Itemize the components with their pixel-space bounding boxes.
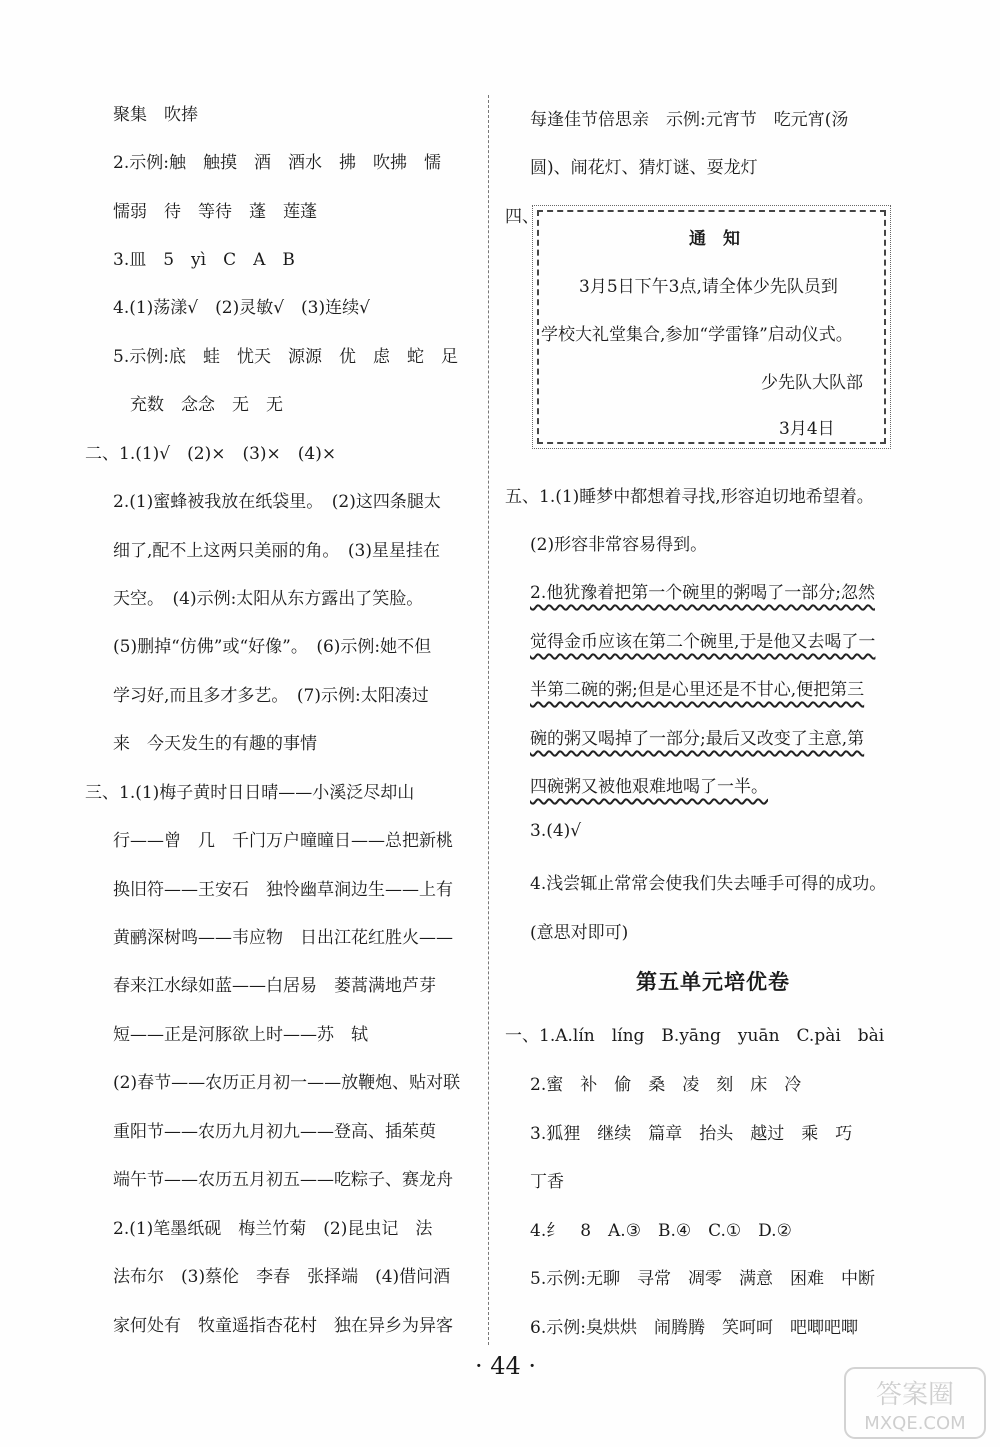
underlined-line: 2.他犹豫着把第一个碗里的粥喝了一部分;忽然 — [530, 583, 875, 603]
notice-signature: 少先队大队部 — [761, 373, 863, 393]
text-line: 来 今天发生的有趣的事情 — [113, 734, 317, 754]
underlined-line: 觉得金币应该在第二个碗里,于是他又去喝了一 — [530, 632, 876, 652]
watermark-top: 答案圈 — [875, 1380, 955, 1410]
text-line: 春来江水绿如蓝——白居易 蒌蒿满地芦芽 — [113, 976, 436, 996]
text-line: 家何处有 牧童遥指杏花村 独在异乡为异客 — [113, 1316, 453, 1336]
text-line: 重阳节——农历九月初九——登高、插茱萸 — [113, 1122, 436, 1142]
text-line: (2)形容非常容易得到。 — [530, 535, 708, 555]
section-two-heading: 二、1.(1)√ (2)× (3)× (4)× — [85, 444, 337, 464]
section-three-heading: 三、1.(1)梅子黄时日日晴——小溪泛尽却山 — [85, 783, 415, 803]
text-line: 细了,配不上这两只美丽的角。 (3)星星挂在 — [113, 541, 440, 561]
text-line: (5)删掉“仿佛”或“好像”。 (6)示例:她不但 — [113, 637, 432, 657]
text-line: 5.示例:无聊 寻常 凋零 满意 困难 中断 — [530, 1269, 875, 1289]
text-line: 6.示例:臭烘烘 闹腾腾 笑呵呵 吧唧吧唧 — [530, 1318, 858, 1338]
text-line: 每逢佳节倍思亲 示例:元宵节 吃元宵(汤 — [530, 110, 849, 130]
text-line: 4.(1)荡漾√ (2)灵敏√ (3)连续√ — [113, 298, 370, 318]
watermark-logo-icon — [844, 1367, 986, 1439]
section-five-heading: 五、1.(1)睡梦中都想着寻找,形容迫切地希望着。 — [505, 487, 874, 507]
page-number: · 44 · — [475, 1352, 537, 1380]
text-line: 圆)、闹花灯、猜灯谜、耍龙灯 — [530, 158, 758, 178]
text-line: 5.示例:底 蛙 忧天 源源 优 虑 蛇 足 — [113, 347, 458, 367]
text-line: 4.浅尝辄止常常会使我们失去唾手可得的成功。 — [530, 874, 887, 894]
text-line: 2.(1)蜜蜂被我放在纸袋里。 (2)这四条腿太 — [113, 492, 441, 512]
text-line: 2.(1)笔墨纸砚 梅兰竹菊 (2)昆虫记 法 — [113, 1219, 433, 1239]
text-line: 黄鹂深树鸣——韦应物 日出江花红胜火—— — [113, 928, 453, 948]
text-line: 3.狐狸 继续 篇章 抬头 越过 乘 巧 — [530, 1124, 853, 1144]
text-line: 短——正是河豚欲上时——苏 轼 — [113, 1025, 368, 1045]
text-line: 2.蜜 补 偷 桑 凌 刻 床 冷 — [530, 1075, 802, 1095]
notice-body-line: 3月5日下午3点,请全体少先队员到 — [579, 277, 838, 297]
text-line: 2.示例:触 触摸 酒 酒水 拂 吹拂 懦 — [113, 153, 441, 173]
text-line: 换旧符——王安石 独怜幽草涧边生——上有 — [113, 880, 453, 900]
text-line: (意思对即可) — [530, 923, 629, 943]
notice-title: 通 知 — [689, 229, 740, 249]
text-line: 4.纟 8 A.③ B.④ C.① D.② — [530, 1221, 792, 1241]
watermark-bottom: MXQE.COM — [864, 1413, 966, 1434]
text-line: 聚集 吹捧 — [113, 105, 198, 125]
unit-five-title: 第五单元培优卷 — [636, 969, 790, 994]
text-line: 天空。 (4)示例:太阳从东方露出了笑脸。 — [113, 589, 424, 609]
text-line: 一、1.A.lín líng B.yāng yuān C.pài bài — [505, 1026, 885, 1046]
column-divider — [488, 95, 489, 1345]
underlined-line: 半第二碗的粥;但是心里还是不甘心,便把第三 — [530, 680, 865, 700]
underlined-line: 四碗粥又被他艰难地喝了一半。 — [530, 777, 768, 797]
text-line: 行——曾 几 千门万户曈曈日——总把新桃 — [113, 831, 453, 851]
notice-date: 3月4日 — [779, 419, 835, 439]
notice-box — [537, 210, 886, 444]
text-line: 3.(4)√ — [530, 821, 582, 841]
text-line: 充数 念念 无 无 — [130, 395, 283, 415]
text-line: 3.皿 5 yì C A B — [113, 250, 295, 270]
text-line: 丁香 — [530, 1172, 564, 1192]
text-line: 法布尔 (3)蔡伦 李春 张择端 (4)借问酒 — [113, 1267, 451, 1287]
text-line: 端午节——农历五月初五——吃粽子、赛龙舟 — [113, 1170, 453, 1190]
text-line: (2)春节——农历正月初一——放鞭炮、贴对联 — [113, 1073, 461, 1093]
notice-body-line: 学校大礼堂集合,参加“学雷锋”启动仪式。 — [541, 325, 853, 345]
text-line: 学习好,而且多才多艺。 (7)示例:太阳凑过 — [113, 686, 429, 706]
underlined-line: 碗的粥又喝掉了一部分;最后又改变了主意,第 — [530, 729, 865, 749]
text-line: 懦弱 待 等待 蓬 莲蓬 — [113, 202, 317, 222]
section-four-heading: 四、 — [505, 207, 539, 227]
